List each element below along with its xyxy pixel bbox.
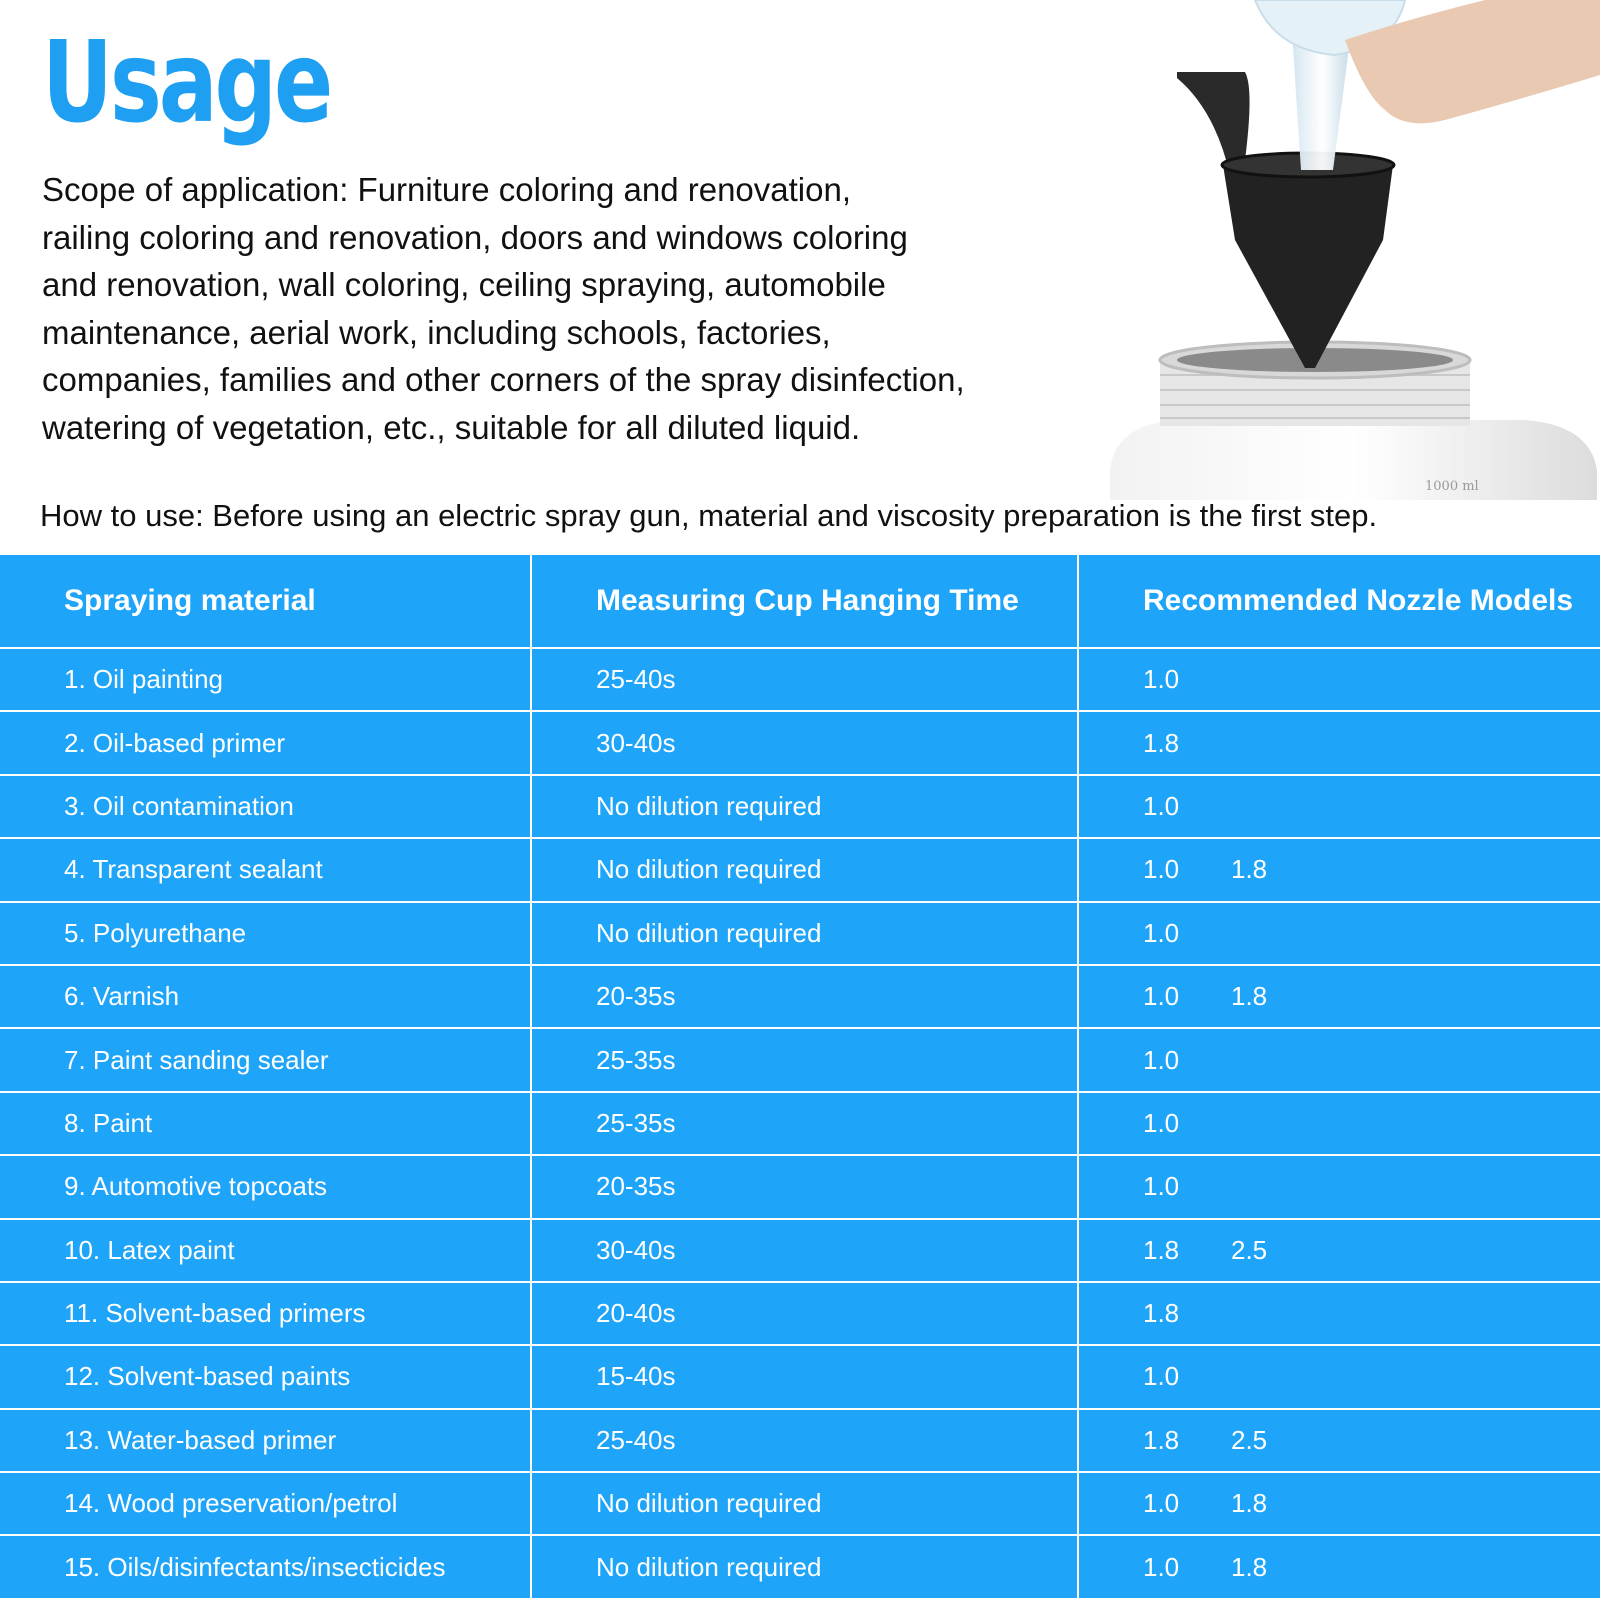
- nozzle-model: 1.0: [1143, 664, 1180, 695]
- nozzle-models-cell: [1078, 902, 1600, 965]
- material-cell: 9. Automotive topcoats: [0, 1155, 531, 1218]
- hanging-time-cell: 20-35s: [531, 965, 1078, 1028]
- nozzle-models-cell: [1078, 838, 1600, 901]
- table-row: [0, 1155, 1600, 1218]
- material-cell: 2. Oil-based primer: [0, 711, 531, 774]
- material-cell: 5. Polyurethane: [0, 902, 531, 965]
- nozzle-model: 2.5: [1231, 1424, 1268, 1455]
- table-row: [0, 1409, 1600, 1472]
- hanging-time-cell: 30-40s: [531, 711, 1078, 774]
- hanging-time-cell: 25-35s: [531, 1028, 1078, 1091]
- hanging-time-cell: No dilution required: [531, 1535, 1078, 1599]
- material-cell: 6. Varnish: [0, 965, 531, 1028]
- hanging-time-cell: 20-40s: [531, 1282, 1078, 1345]
- nozzle-model: 1.8: [1231, 1551, 1268, 1582]
- material-cell: 13. Water-based primer: [0, 1409, 531, 1472]
- material-cell: 14. Wood preservation/petrol: [0, 1472, 531, 1535]
- material-cell: 1. Oil painting: [0, 648, 531, 711]
- nozzle-models-cell: [1078, 1028, 1600, 1091]
- material-cell: 4. Transparent sealant: [0, 838, 531, 901]
- material-cell: 3. Oil contamination: [0, 775, 531, 838]
- spraying-material-table: [0, 555, 1600, 1600]
- table-row: [0, 1028, 1600, 1091]
- table-row: [0, 838, 1600, 901]
- nozzle-model: 1.8: [1231, 854, 1268, 885]
- nozzle-model: 1.0: [1143, 1044, 1180, 1075]
- table-row: [0, 902, 1600, 965]
- material-cell: 11. Solvent-based primers: [0, 1282, 531, 1345]
- nozzle-model: 1.0: [1143, 854, 1180, 885]
- hanging-time-cell: 25-35s: [531, 1092, 1078, 1155]
- nozzle-models-cell: [1078, 1409, 1600, 1472]
- header-hanging-time: Measuring Cup Hanging Time: [531, 555, 1078, 648]
- hanging-time-cell: No dilution required: [531, 775, 1078, 838]
- hanging-time-cell: 25-40s: [531, 1409, 1078, 1472]
- page-title: Usage: [42, 18, 331, 148]
- table-row: [0, 1282, 1600, 1345]
- material-cell: 12. Solvent-based paints: [0, 1345, 531, 1408]
- nozzle-model: 1.8: [1231, 1488, 1268, 1519]
- table-row: [0, 1092, 1600, 1155]
- nozzle-model: 1.8: [1143, 1298, 1180, 1329]
- nozzle-models-cell: [1078, 1472, 1600, 1535]
- nozzle-model: 1.0: [1143, 1171, 1180, 1202]
- nozzle-model: 1.0: [1143, 1488, 1180, 1519]
- nozzle-model: 1.0: [1143, 981, 1180, 1012]
- material-cell: 15. Oils/disinfectants/insecticides: [0, 1535, 531, 1599]
- hanging-time-cell: No dilution required: [531, 1472, 1078, 1535]
- table-row: [0, 965, 1600, 1028]
- nozzle-models-cell: [1078, 1155, 1600, 1218]
- material-cell: 8. Paint: [0, 1092, 531, 1155]
- hanging-time-cell: 25-40s: [531, 648, 1078, 711]
- nozzle-model: 1.8: [1143, 1234, 1180, 1265]
- nozzle-models-cell: [1078, 648, 1600, 711]
- table-row: [0, 648, 1600, 711]
- nozzle-model: 1.8: [1231, 981, 1268, 1012]
- nozzle-models-cell: [1078, 965, 1600, 1028]
- material-cell: 7. Paint sanding sealer: [0, 1028, 531, 1091]
- nozzle-model: 1.0: [1143, 1551, 1180, 1582]
- scope-of-application-text: Scope of application: Furniture coloring and renovation, railing coloring and renovation, doors and windows coloring and renovation, wall coloring, ceiling spraying, automobile maintenance, aerial work, including schools, factories, companies, families and other corners of the spray disinfection, watering of vegetation, etc., suitable for all diluted liquid.: [42, 171, 965, 446]
- table-row: [0, 711, 1600, 774]
- nozzle-model: 1.0: [1143, 1361, 1180, 1392]
- nozzle-models-cell: [1078, 1282, 1600, 1345]
- nozzle-models-cell: [1078, 1219, 1600, 1282]
- nozzle-model: 1.0: [1143, 917, 1180, 948]
- hanging-time-cell: 20-35s: [531, 1155, 1078, 1218]
- nozzle-model: 2.5: [1231, 1234, 1268, 1265]
- nozzle-models-cell: [1078, 711, 1600, 774]
- funnel-pouring-photo: [1105, 0, 1600, 500]
- nozzle-models-cell: [1078, 1535, 1600, 1599]
- nozzle-model: 1.0: [1143, 1107, 1180, 1138]
- hanging-time-cell: 30-40s: [531, 1219, 1078, 1282]
- nozzle-models-cell: [1078, 1092, 1600, 1155]
- table-row: [0, 1345, 1600, 1408]
- nozzle-models-cell: [1078, 775, 1600, 838]
- hanging-time-cell: No dilution required: [531, 902, 1078, 965]
- table-row: [0, 1219, 1600, 1282]
- nozzle-model: 1.8: [1143, 1424, 1180, 1455]
- table-row: [0, 1535, 1600, 1599]
- hanging-time-cell: No dilution required: [531, 838, 1078, 901]
- hanging-time-cell: 15-40s: [531, 1345, 1078, 1408]
- nozzle-models-cell: [1078, 1345, 1600, 1408]
- material-cell: 10. Latex paint: [0, 1219, 531, 1282]
- cup-marking: 1000 ml: [1425, 479, 1479, 494]
- table-header-row: [0, 555, 1600, 648]
- how-to-use-text: How to use: Before using an electric spray gun, material and viscosity preparation is the first step.: [40, 498, 1378, 533]
- nozzle-model: 1.8: [1143, 727, 1180, 758]
- table-row: [0, 775, 1600, 838]
- header-nozzle-models: Recommended Nozzle Models: [1078, 555, 1600, 648]
- nozzle-model: 1.0: [1143, 790, 1180, 821]
- header-spraying-material: Spraying material: [0, 555, 531, 648]
- table-row: [0, 1472, 1600, 1535]
